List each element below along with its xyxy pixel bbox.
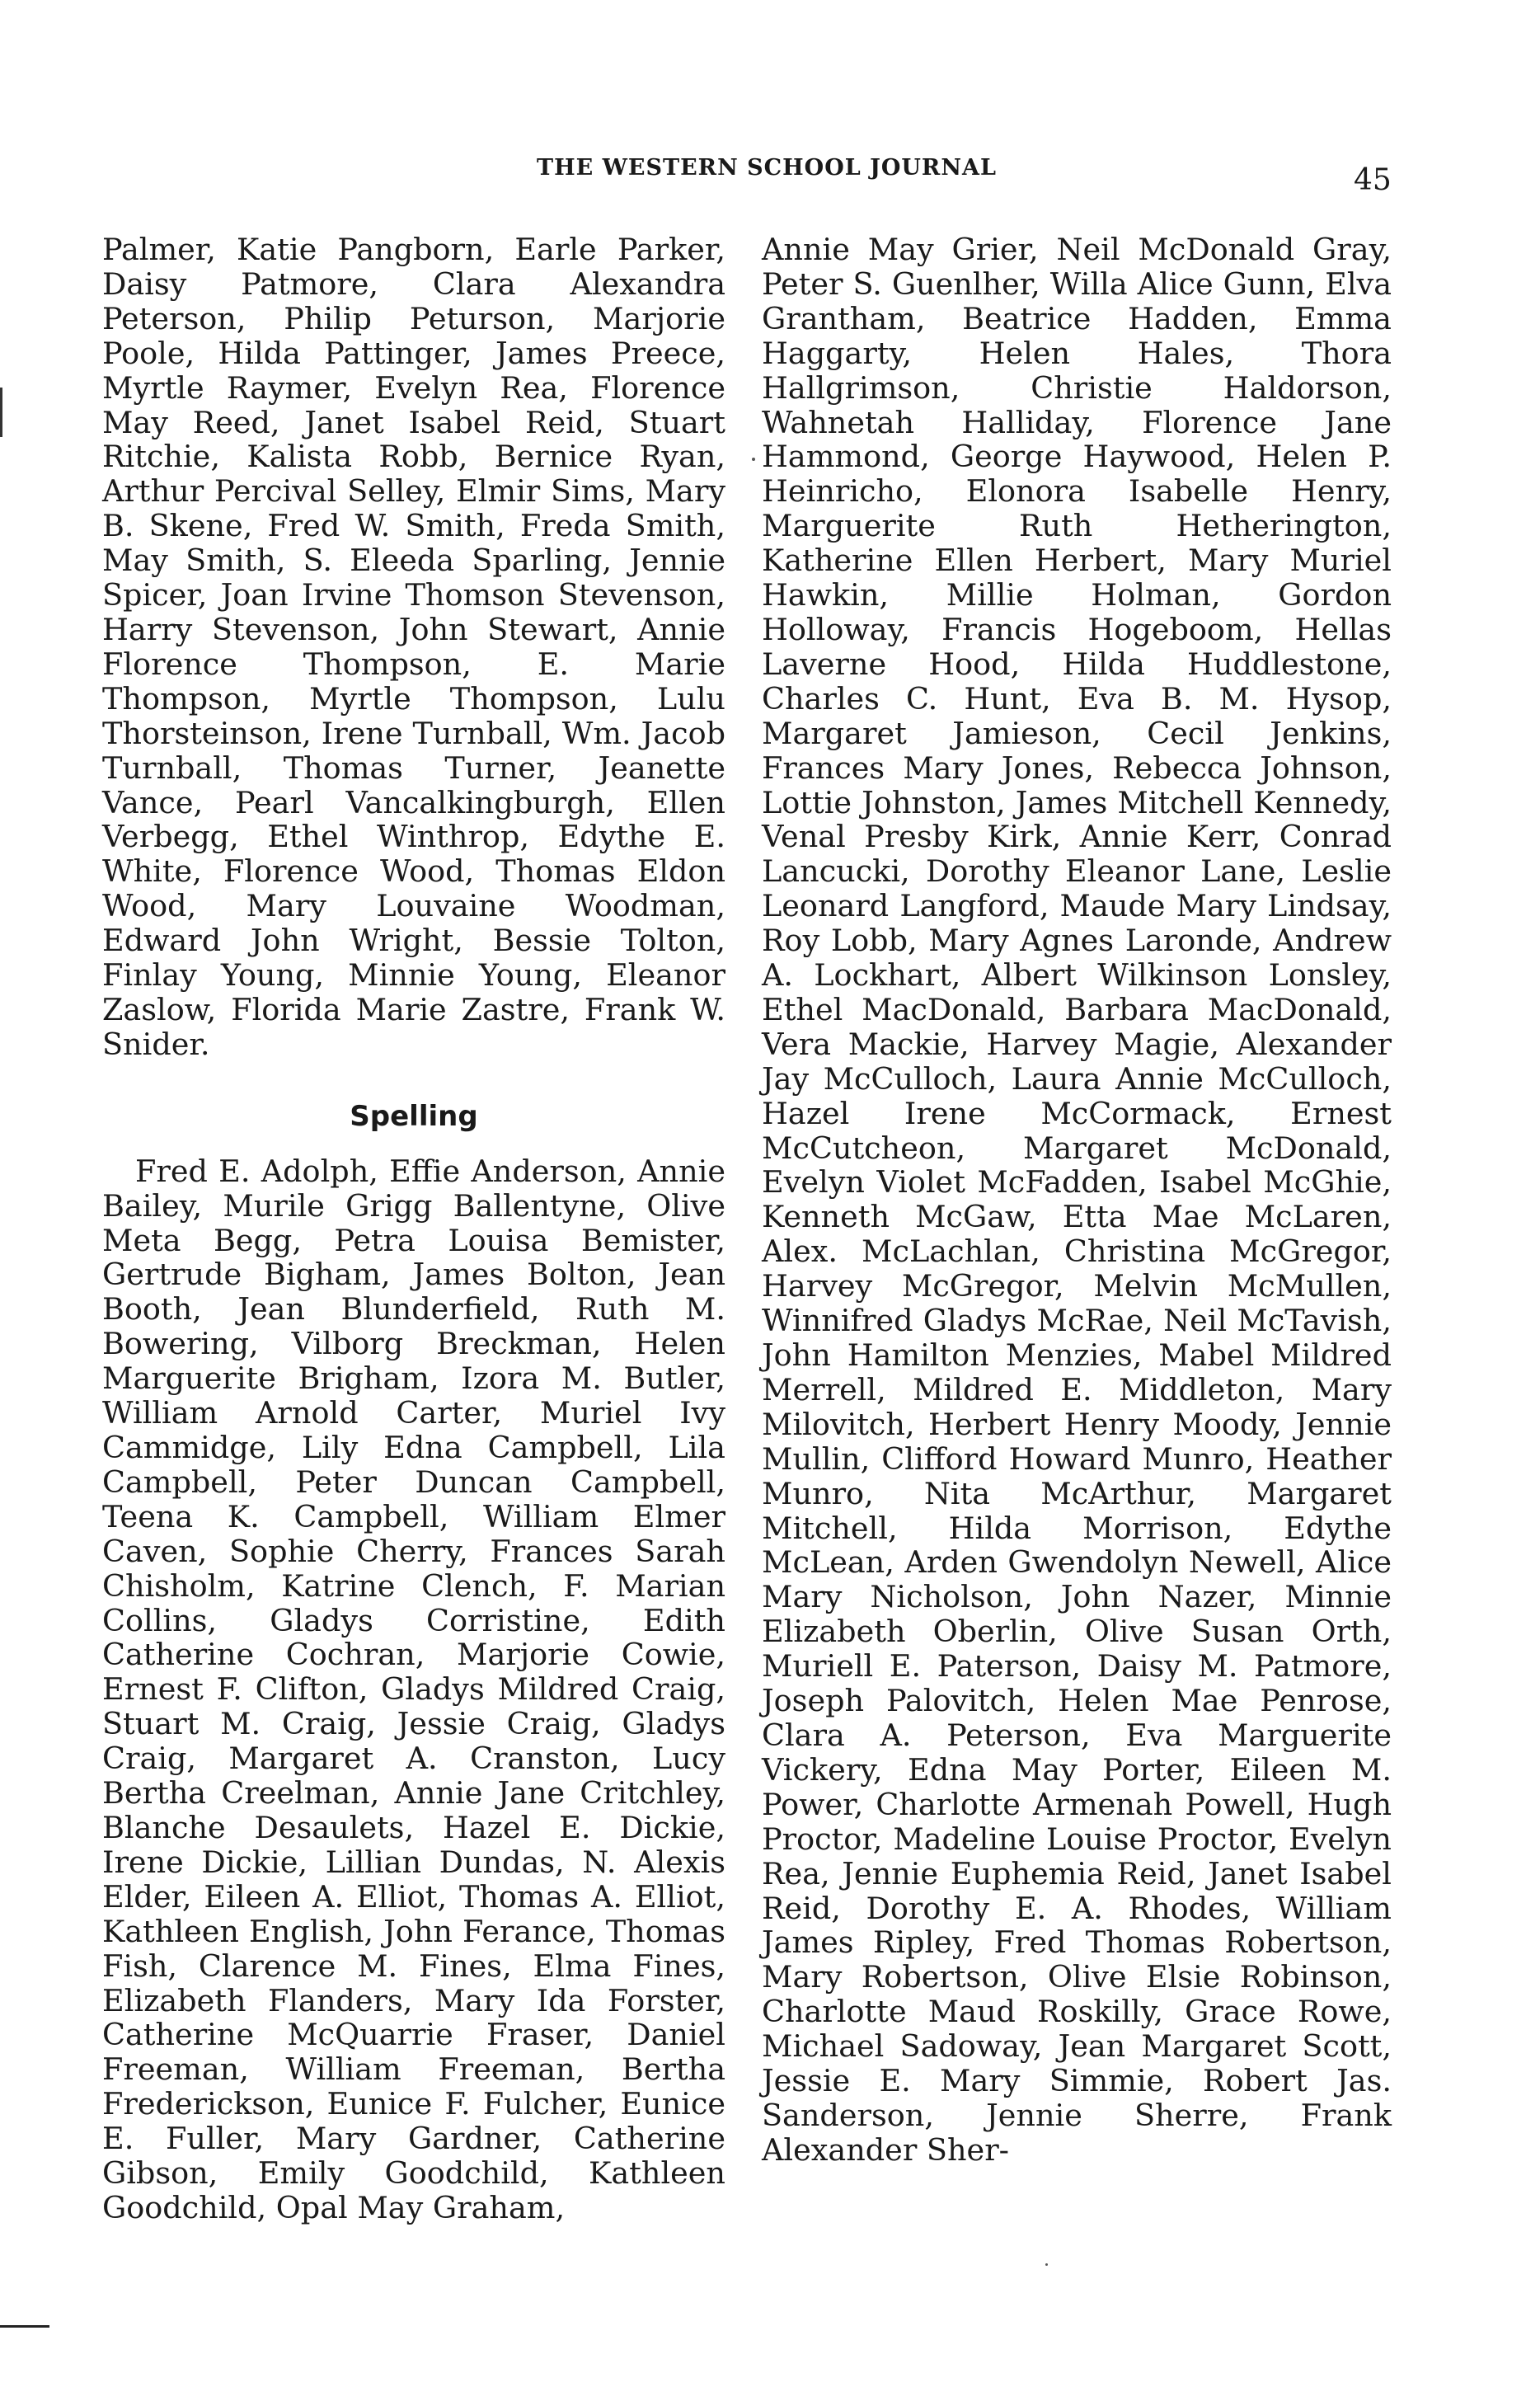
scan-speck <box>1045 2263 1048 2266</box>
spelling-name-list: Fred E. Adolph, Effie Anderson, Annie Bailey, Murile Grigg Ballentyne, Olive Meta Begg, Petra Louisa Bemister, Gertrude Bigham, James Bolton, Jean Booth, Jean Blunderfield, Ruth M. Bowering, Vilborg Breckman, Helen Marguerite Brigham, Izora M. Butler, William Arnold Carter, Muriel Ivy Cammidge, Lily Edna Campbell, Lila Campbell, Peter Duncan Campbell, Teena K. Campbell, William Elmer Caven, Sophie Cherry, Frances Sarah Chisholm, Katrine Clench, F. Marian Collins, Gladys Corristine, Edith Catherine Cochran, Marjorie Cowie, Ernest F. Clifton, Gladys Mildred Craig, Stuart M. Craig, Jessie Craig, Gladys Craig, Margaret A. Cranston, Lucy Bertha Creelman, Annie Jane Critchley, Blanche Desaulets, Hazel E. Dickie, Irene Dickie, Lillian Dundas, N. Alexis Elder, Eileen A. Elliot, Thomas A. Elliot, Kathleen English, John Ferance, Thomas Fish, Clarence M. Fines, Elma Fines, Elizabeth Flanders, Mary Ida Forster, Catherine McQuarrie Fraser, Daniel Freeman, William Freeman, Bertha Frederickson, Eunice F. Fulcher, Eunice E. Fuller, Mary Gardner, Catherine Gibson, Emily Goodchild, Kathleen Goodchild, Opal May Graham, <box>102 1153 725 2225</box>
right-column <box>762 233 1392 2168</box>
page-number: 45 <box>1354 163 1392 197</box>
continued-name-list: Palmer, Katie Pangborn, Earle Parker, Daisy Patmore, Clara Alexandra Peterson, Philip Peturson, Marjorie Poole, Hilda Pattinger, James Preece, Myrtle Raymer, Evelyn Rea, Florence May Reed, Janet Isabel Reid, Stuart Ritchie, Kalista Robb, Bernice Ryan, Arthur Percival Selley, Elmir Sims, Mary B. Skene, Fred W. Smith, Freda Smith, May Smith, S. Eleeda Sparling, Jennie Spicer, Joan Irvine Thomson Stevenson, Harry Stevenson, John Stewart, Annie Florence Thompson, E. Marie Thompson, Myrtle Thompson, Lulu Thorsteinson, Irene Turnball, Wm. Jacob Turnball, Thomas Turner, Jeanette Vance, Pearl Vancalkingburgh, Ellen Verbegg, Ethel Winthrop, Edythe E. White, Florence Wood, Thomas Eldon Wood, Mary Louvaine Woodman, Edward John Wright, Bessie Tolton, Finlay Young, Minnie Young, Eleanor Zaslow, Florida Marie Zastre, Frank W. Snider. <box>102 232 725 1062</box>
spelling-name-list-continued: Annie May Grier, Neil McDonald Gray, Peter S. Guenlher, Willa Alice Gunn, Elva Grantham, Beatrice Hadden, Emma Haggarty, Helen Hales, Thora Hallgrimson, Christie Haldorson, Wahnetah Halliday, Florence Jane Hammond, George Haywood, Helen P. Heinricho, Elonora Isabelle Henry, Marguerite Ruth Hetherington, Katherine Ellen Herbert, Mary Muriel Hawkin, Millie Holman, Gordon Holloway, Francis Hogeboom, Hellas Laverne Hood, Hilda Huddlestone, Charles C. Hunt, Eva B. M. Hysop, Margaret Jamieson, Cecil Jenkins, Frances Mary Jones, Rebecca Johnson, Lottie Johnston, James Mitchell Kennedy, Venal Presby Kirk, Annie Kerr, Conrad Lancucki, Dorothy Eleanor Lane, Leslie Leonard Langford, Maude Mary Lindsay, Roy Lobb, Mary Agnes Laronde, Andrew A. Lockhart, Albert Wilkinson Lonsley, Ethel MacDonald, Barbara MacDonald, Vera Mackie, Harvey Magie, Alexander Jay McCulloch, Laura Annie McCulloch, Hazel Irene McCormack, Ernest McCutcheon, Margaret McDonald, Evelyn Violet McFadden, Isabel McGhie, Kenneth McGaw, Etta Mae McLaren, Alex. McLachlan, Christina McGregor, Harvey McGregor, Melvin McMullen, Winnifred Gladys McRae, Neil McTavish, John Hamilton Menzies, Mabel Mildred Merrell, Mildred E. Middleton, Mary Milovitch, Herbert Henry Moody, Jennie Mullin, Clifford Howard Munro, Heather Munro, Nita McArthur, Margaret Mitchell, Hilda Morrison, Edythe McLean, Arden Gwendolyn Newell, Alice Mary Nicholson, John Nazer, Minnie Elizabeth Oberlin, Olive Susan Orth, Muriell E. Paterson, Daisy M. Patmore, Joseph Palovitch, Helen Mae Penrose, Clara A. Peterson, Eva Marguerite Vickery, Edna May Porter, Eileen M. Power, Charlotte Armenah Powell, Hugh Proctor, Madeline Louise Proctor, Evelyn Rea, Jennie Euphemia Reid, Janet Isabel Reid, Dorothy E. A. Rhodes, William James Ripley, Fred Thomas Robertson, Mary Robertson, Olive Elsie Robinson, Charlotte Maud Roskilly, Grace Rowe, Michael Sadoway, Jean Margaret Scott, Jessie E. Mary Simmie, Robert Jas. Sanderson, Jennie Sherre, Frank Alexander Sher- <box>762 232 1392 2168</box>
section-heading-spelling: Spelling <box>350 1099 478 1133</box>
scan-speck <box>752 458 755 461</box>
page-header <box>0 148 1540 198</box>
scan-edge-mark <box>0 2325 49 2387</box>
left-column <box>102 233 725 2225</box>
scan-edge-mark <box>0 388 2 437</box>
journal-title: THE WESTERN SCHOOL JOURNAL <box>537 155 997 181</box>
